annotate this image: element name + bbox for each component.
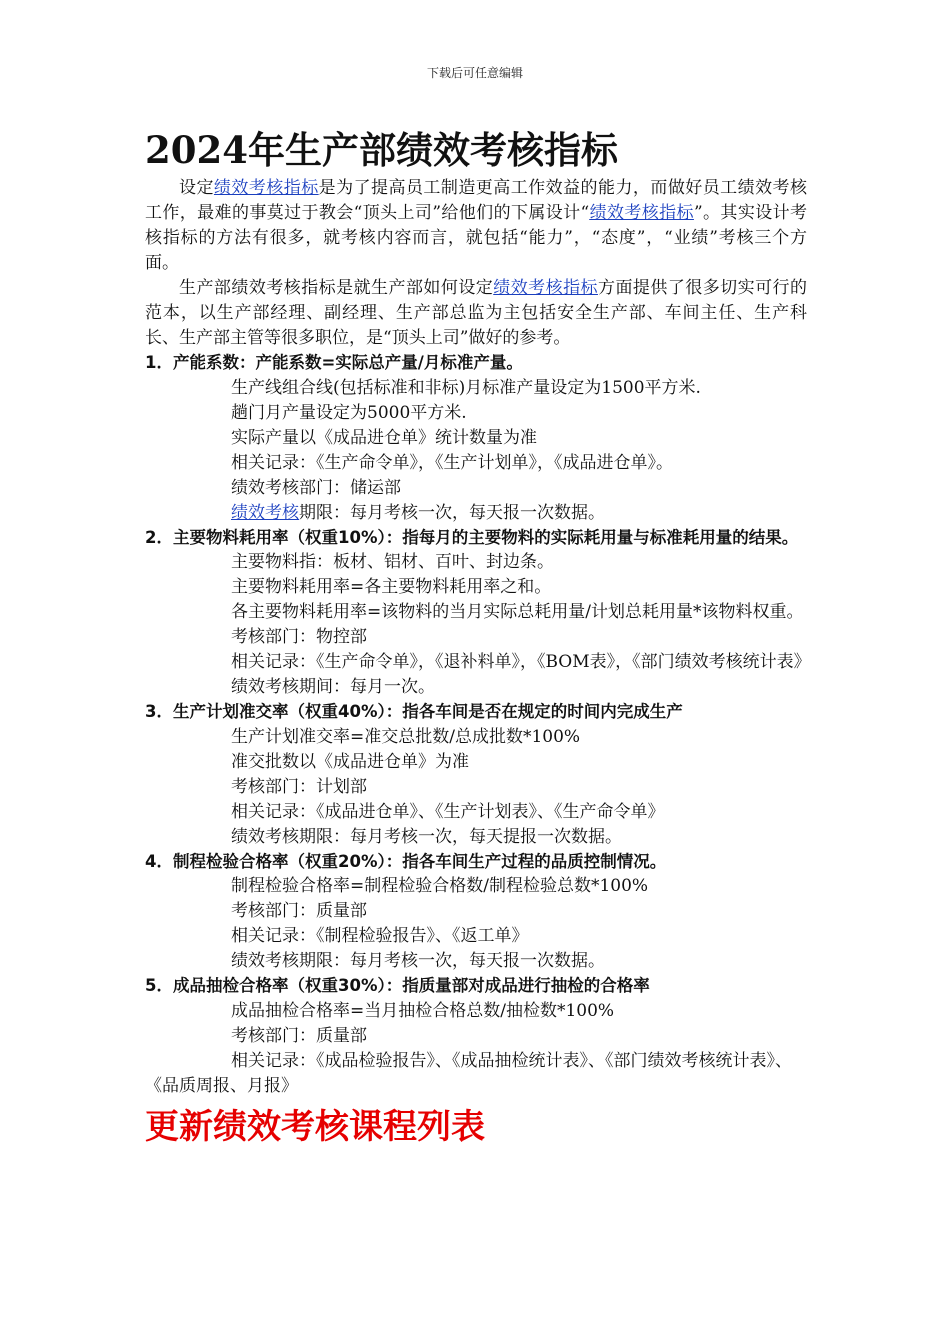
link-performance-review[interactable]: 绩效考核 — [231, 502, 299, 523]
link-performance-indicators-2[interactable]: 绩效考核指标 — [589, 203, 694, 223]
section-4-heading: 4．制程检验合格率（权重20%）：指各车间生产过程的品质控制情况。 — [145, 851, 667, 871]
section-2-line: 各主要物料耗用率=该物料的当月实际总耗用量/计划总耗用量*该物料权重。 — [231, 602, 804, 622]
section-1-line: 相关记录：《生产命令单》，《生产计划单》，《成品进仓单》。 — [231, 452, 673, 473]
section-3-line: 绩效考核期限：每月考核一次，每天提报一次数据。 — [231, 826, 622, 847]
section-4-line: 绩效考核期限：每月考核一次，每天报一次数据。 — [231, 951, 605, 971]
section-3-line: 考核部门：计划部 — [231, 776, 367, 797]
section-3-line: 准交批数以《成品进仓单》为准 — [231, 751, 469, 772]
section-2-line: 绩效考核期间：每月一次。 — [231, 677, 435, 697]
section-2-line: 主要物料耗用率=各主要物料耗用率之和。 — [231, 577, 552, 597]
section-3-line: 相关记录：《成品进仓单》、《生产计划表》、《生产命令单》 — [231, 801, 665, 822]
section-1-line: 趟门月产量设定为5000平方米. — [231, 402, 467, 423]
intro-paragraph-1: 设定绩效考核指标是为了提高员工制造更高工作效益的能力，而做好员工绩效考核工作，最难的事莫过于教会“顶头上司”给他们的下属设计“绩效考核指标”。其实设计考核指标的方法有很多，就考核内容而言，就包括“能力”，“态度”，“业绩”考核三个方面。 — [145, 178, 808, 273]
section-1-line: 绩效考核部门：储运部 — [231, 477, 401, 498]
section-1-line: 实际产量以《成品进仓单》统计数量为准 — [231, 427, 537, 448]
section-3-line: 生产计划准交率=准交总批数/总成批数*100% — [231, 726, 581, 747]
section-2-line: 考核部门：物控部 — [231, 627, 367, 647]
section-4-line: 相关记录：《制程检验报告》、《返工单》 — [231, 926, 529, 946]
section-2-line: 相关记录：《生产命令单》，《退补料单》，《BOM表》，《部门绩效考核统计表》 — [231, 652, 811, 672]
page-header-note: 下载后可任意编辑 — [426, 66, 523, 80]
link-performance-indicators-3[interactable]: 绩效考核指标 — [493, 278, 598, 298]
section-4-line: 考核部门：质量部 — [231, 901, 367, 921]
section-3-heading: 3．生产计划准交率（权重40%）：指各车间是否在规定的时间内完成生产 — [145, 702, 683, 721]
section-2-line: 主要物料指：板材、铝材、百叶、封边条。 — [231, 552, 554, 572]
link-performance-indicators[interactable]: 绩效考核指标 — [213, 178, 319, 198]
intro-paragraph-2: 生产部绩效考核指标是就生产部如何设定绩效考核指标方面提供了很多切实可行的范本，以生产部经理、副经理、生产部总监为主包括安全生产部、车间主任、生产科长、生产部主管等很多职位，是“顶头上司”做好的参考。 — [145, 278, 808, 348]
section-2-heading: 2．主要物料耗用率（权重10%）：指每月的主要物料的实际耗用量与标准耗用量的结果。 — [145, 527, 799, 547]
section-1-heading: 1．产能系数：产能系数=实际总产量/月标准产量。 — [145, 353, 523, 372]
section-5-heading: 5．成品抽检合格率（权重30%）：指质量部对成品进行抽检的合格率 — [145, 976, 650, 995]
section-1-line: 绩效考核期限：每月考核一次，每天报一次数据。 — [231, 502, 605, 523]
course-list-title: 更新绩效考核课程列表 — [145, 1106, 485, 1147]
section-4-line: 制程检验合格率=制程检验合格数/制程检验总数*100% — [231, 876, 649, 896]
section-1-line: 生产线组合线(包括标准和非标)月标准产量设定为1500平方米. — [231, 377, 701, 398]
document-body — [145, 124, 811, 1155]
section-5-line: 考核部门：质量部 — [231, 1025, 367, 1046]
section-5-line: 相关记录：《成品检验报告》、《成品抽检统计表》、《部门绩效考核统计表》、《品质周报、月报》 — [145, 1050, 792, 1096]
document-title: 2024年生产部绩效考核指标 — [145, 128, 618, 172]
section-5-line: 成品抽检合格率=当月抽检合格总数/抽检数*100% — [231, 1000, 615, 1021]
